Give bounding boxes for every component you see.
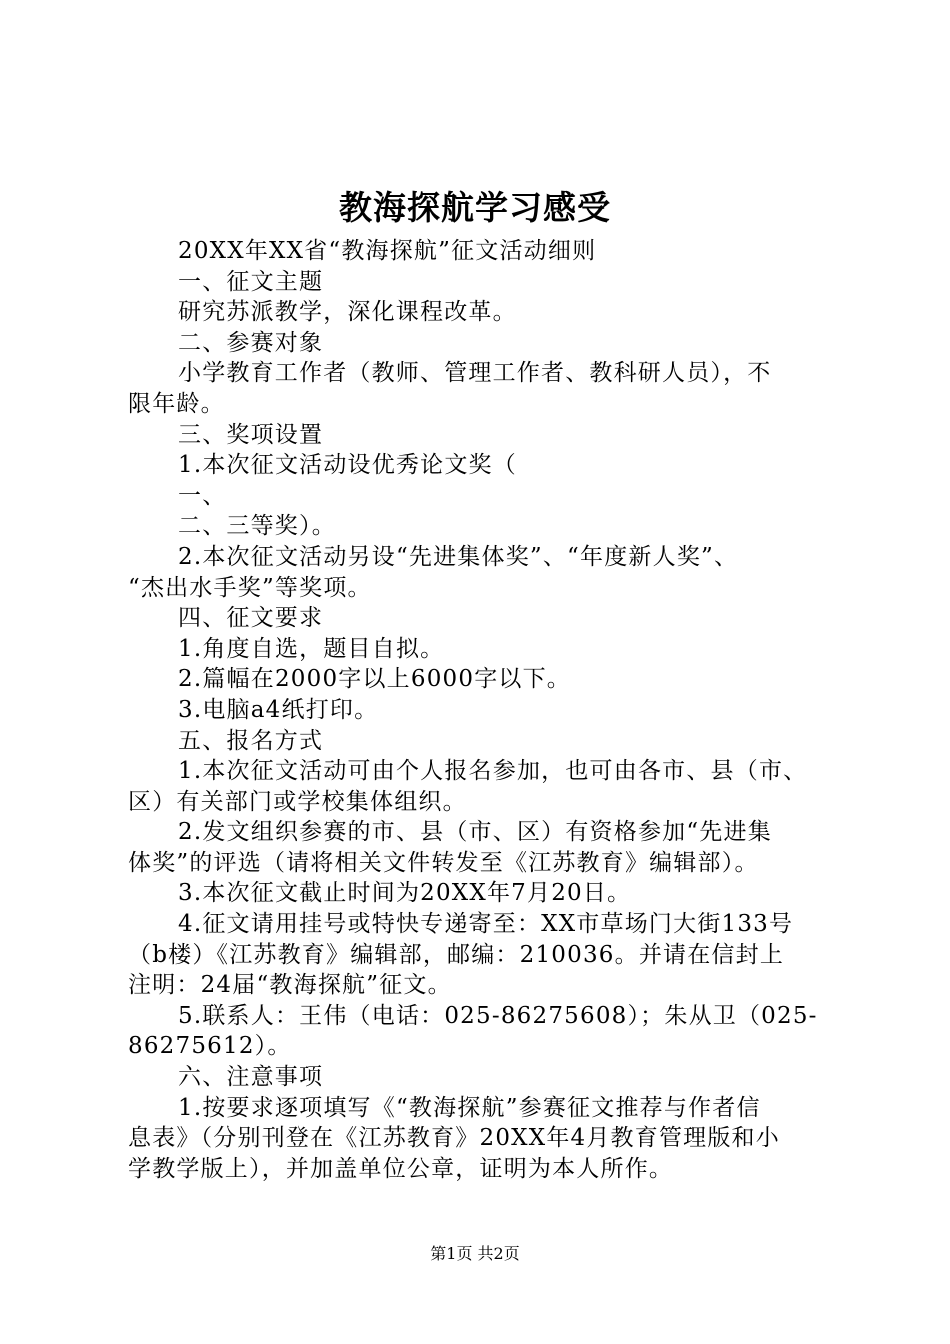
body-line: 一、	[178, 482, 227, 509]
body-line: 2.发文组织参赛的市、县（市、区）有资格参加“先进集	[178, 819, 772, 846]
body-line: 2.本次征文活动另设“先进集体奖”、“年度新人奖”、	[178, 543, 739, 570]
body-line: 注明：24届“教海探航”征文。	[128, 972, 452, 999]
body-line: 2.篇幅在2000字以上6000字以下。	[178, 666, 572, 693]
body-line: 4.征文请用挂号或特快专递寄至：XX市草场门大街133号	[178, 911, 794, 938]
body-line: 1.角度自选，题目自拟。	[178, 635, 445, 662]
body-line: 1.本次征文活动设优秀论文奖（	[178, 452, 517, 479]
document-title: 教海探航学习感受	[339, 188, 611, 227]
document-body	[128, 236, 840, 1184]
body-line: 86275612）。	[128, 1033, 292, 1060]
page-footer: 第1页 共2页	[430, 1244, 520, 1263]
body-line: 二、三等奖）。	[178, 513, 336, 540]
body-line-heading: 20XX年XX省“教海探航”征文活动细则	[178, 238, 597, 264]
body-line: “杰出水手奖”等奖项。	[128, 574, 372, 601]
section-heading: 二、参赛对象	[178, 329, 324, 356]
body-line: 限年龄。	[128, 390, 225, 417]
body-line: 小学教育工作者（教师、管理工作者、教科研人员），不	[178, 360, 772, 387]
body-line: 1.按要求逐项填写《“教海探航”参赛征文推荐与作者信	[178, 1094, 761, 1121]
body-line: 3.电脑a4纸打印。	[178, 696, 379, 723]
section-heading: 三、奖项设置	[178, 421, 324, 448]
body-line: 3.本次征文截止时间为20XX年7月20日。	[178, 880, 632, 907]
section-heading: 一、征文主题	[178, 268, 324, 295]
body-line: 学教学版上），并加盖单位公章，证明为本人所作。	[128, 1155, 674, 1182]
body-line: （b楼）《江苏教育》编辑部，邮编：210036。并请在信封上	[128, 941, 785, 968]
body-line: 息表》（分别刊登在《江苏教育》20XX年4月教育管理版和小	[128, 1125, 780, 1152]
body-line: 体奖”的评选（请将相关文件转发至《江苏教育》编辑部）。	[128, 849, 759, 876]
body-line: 5.联系人：王伟（电话：025-86275608）；朱从卫（025-	[178, 1002, 818, 1029]
body-line: 研究苏派教学，深化课程改革。	[178, 299, 517, 326]
body-line: 区）有关部门或学校集体组织。	[128, 788, 467, 815]
section-heading: 四、征文要求	[178, 605, 324, 632]
body-line: 1.本次征文活动可由个人报名参加，也可由各市、县（市、	[178, 758, 808, 785]
section-heading: 六、注意事项	[178, 1064, 324, 1091]
section-heading: 五、报名方式	[178, 727, 324, 754]
